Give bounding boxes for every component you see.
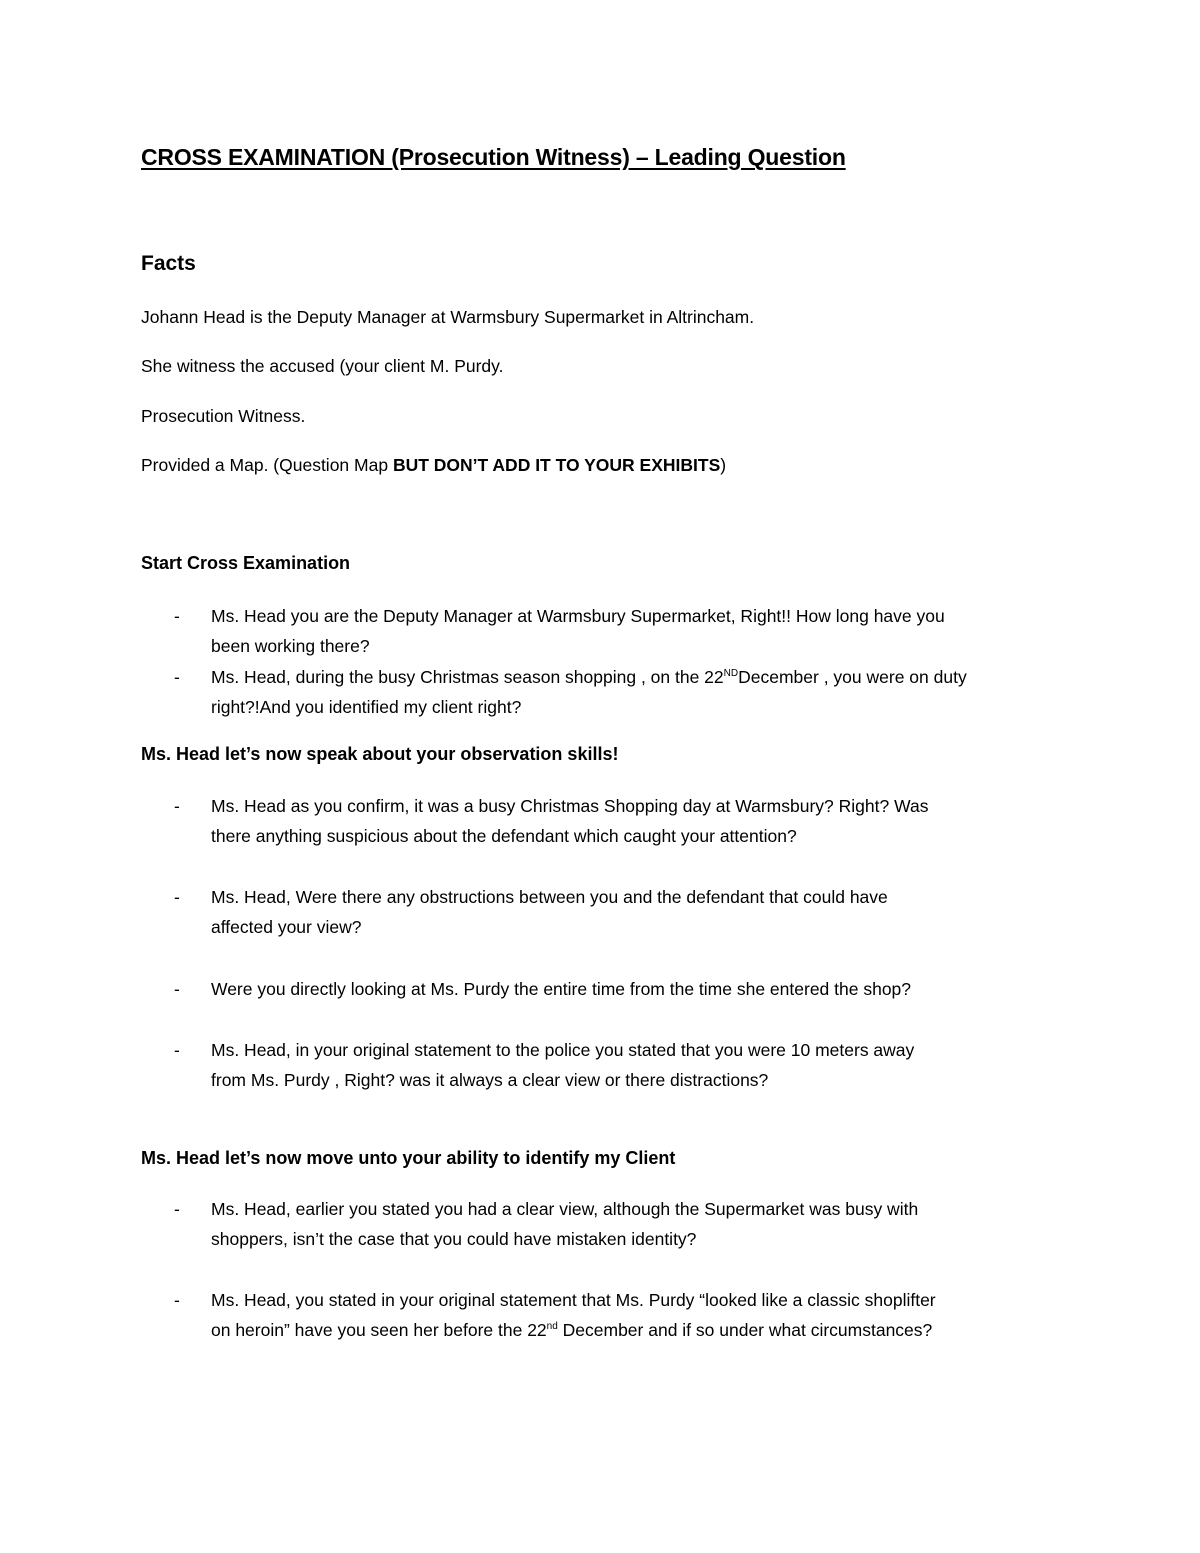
list-item	[141, 1285, 1081, 1345]
question-text-part: Ms. Head, during the busy Christmas season shopping , on the 22	[211, 667, 724, 687]
bullet-dash: -	[174, 606, 180, 626]
question-text-part: December , you were on duty right?!And you identified my client right?	[211, 667, 967, 717]
list-item	[141, 1194, 1081, 1254]
facts-line-witness: She witness the accused (your client M. Purdy.	[141, 356, 504, 376]
question-text-part: Ms. Head, you stated in your original statement that Ms. Purdy “looked like a classic shoplifter on heroin” have you seen her before the 22	[211, 1290, 936, 1340]
map-note-close: )	[720, 455, 727, 475]
document-title: CROSS EXAMINATION (Prosecution Witness) – Leading Question	[141, 144, 846, 170]
facts-line-prosecution-witness: Prosecution Witness.	[141, 406, 306, 426]
start-cross-heading: Start Cross Examination	[141, 553, 351, 573]
question-text-part: December and if so under what circumstances?	[557, 1320, 933, 1340]
question-text: Ms. Head, in your original statement to the police you stated that you were 10 meters away from Ms. Purdy , Right? was it always a clear view or there distractions?	[211, 1040, 915, 1090]
identify-heading: Ms. Head let’s now move unto your ability to identify my Client	[141, 1148, 676, 1168]
list-item	[141, 662, 1081, 722]
map-note-text: Provided a Map. (Question Map	[141, 455, 393, 475]
list-item	[141, 1035, 1081, 1095]
facts-heading: Facts	[141, 252, 196, 275]
list-item	[141, 882, 1081, 942]
ordinal-suffix: nd	[546, 1321, 558, 1333]
question-text: Ms. Head as you confirm, it was a busy Christmas Shopping day at Warmsbury? Right? Was there anything suspicious about the defendant which caught your attention?	[211, 796, 929, 846]
question-text: Ms. Head, earlier you stated you had a clear view, although the Supermarket was busy with shoppers, isn’t the case that you could have mistaken identity?	[211, 1199, 919, 1249]
ordinal-suffix: ND	[723, 668, 739, 680]
question-text: Ms. Head you are the Deputy Manager at Warmsbury Supermarket, Right!! How long have you been working there?	[211, 606, 945, 656]
bullet-dash: -	[174, 1290, 180, 1310]
bullet-dash: -	[174, 667, 180, 687]
bullet-dash: -	[174, 796, 180, 816]
question-text	[211, 1285, 1081, 1345]
facts-line-map	[141, 455, 726, 476]
bullet-dash: -	[174, 979, 180, 999]
list-item	[141, 791, 1081, 851]
question-text	[211, 662, 1081, 722]
bullet-dash: -	[174, 1040, 180, 1060]
bullet-dash: -	[174, 887, 180, 907]
map-note-warning: BUT DON’T ADD IT TO YOUR EXHIBITS	[392, 455, 721, 475]
list-item	[141, 601, 1081, 661]
list-item	[141, 974, 1081, 1004]
bullet-dash: -	[174, 1199, 180, 1219]
question-text: Were you directly looking at Ms. Purdy the entire time from the time she entered the shop?	[211, 979, 912, 999]
question-text: Ms. Head, Were there any obstructions between you and the defendant that could have affected your view?	[211, 887, 888, 937]
observation-heading: Ms. Head let’s now speak about your observation skills!	[141, 744, 619, 764]
facts-line-deputy-manager: Johann Head is the Deputy Manager at Warmsbury Supermarket in Altrincham.	[141, 307, 755, 327]
